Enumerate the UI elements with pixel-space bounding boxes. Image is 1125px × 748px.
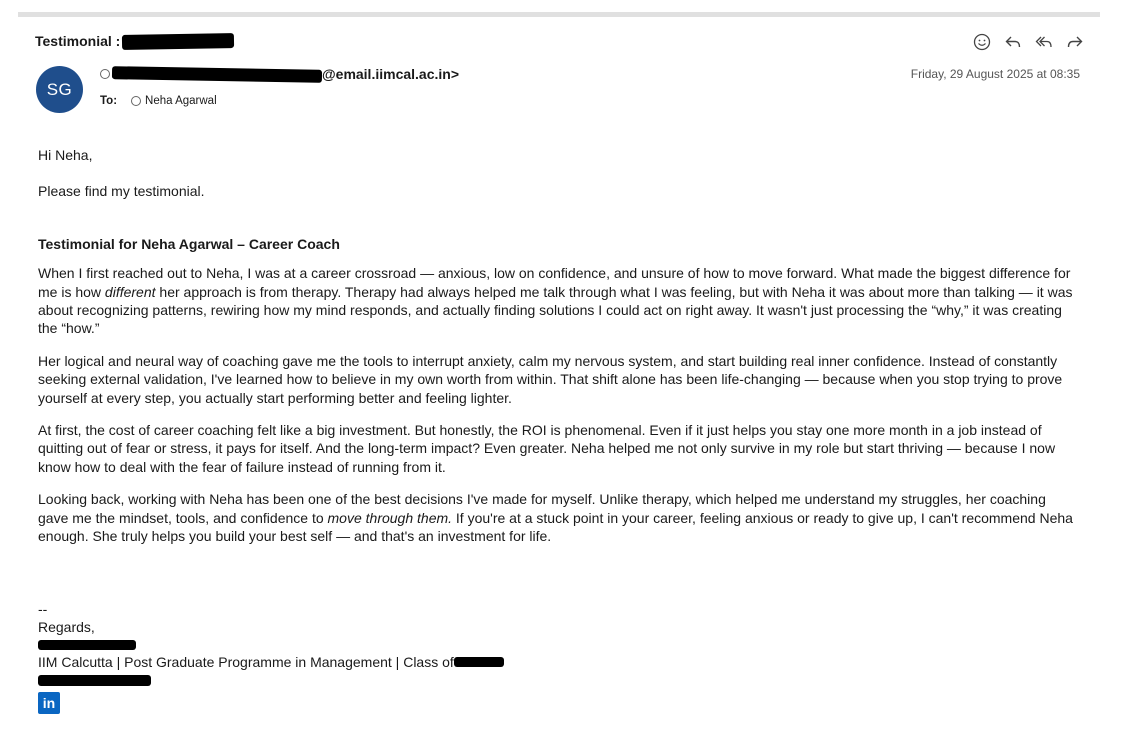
redaction-mark bbox=[112, 66, 322, 83]
to-label: To: bbox=[100, 95, 118, 107]
paragraph-3: At first, the cost of career coaching felt like a big investment. But honestly, the ROI is phenomenal. Even if it just helps you stay one more month in a job instead of quitting out of fear or stress, it pays for itself. And the long-term impact? Even greater. Neha helped me not only survive in my role but start thriving — because I now know how to deal with the fear of failure instead of running from it. bbox=[38, 422, 1056, 475]
emphasis-text: move through them. bbox=[327, 509, 453, 526]
forward-icon[interactable] bbox=[1063, 30, 1086, 53]
signature-regards: Regards, bbox=[38, 619, 95, 635]
signature bbox=[38, 600, 95, 636]
from-row bbox=[100, 66, 459, 82]
linkedin-icon[interactable]: in bbox=[38, 692, 60, 714]
redaction-mark bbox=[38, 640, 136, 650]
paragraph-text: When I first reached out to Neha, I was at a career crossroad — anxious, low on confidence, and unsure of how to move forward. What made the biggest difference for me is how bbox=[38, 265, 1071, 300]
reply-all-icon[interactable] bbox=[1032, 30, 1055, 53]
paragraph-text: Looking back, working with Neha has been one of the best decisions I've made for myself. Unlike therapy, which helped me understand my struggles, her coaching gave me the mindset, tools, and confidence to bbox=[38, 491, 1046, 526]
sender-avatar: SG bbox=[36, 66, 83, 113]
to-row bbox=[100, 95, 217, 107]
status-circle-icon bbox=[131, 96, 141, 106]
paragraph-2: Her logical and neural way of coaching gave me the tools to interrupt anxiety, calm my nervous system, and start building real inner confidence. Instead of constantly seeking external validation, I've learned how to believe in my own worth from within. That shift alone has been life-changing — because when you stop trying to prove yourself at every step, you actually start performing better and feeling lighter. bbox=[38, 352, 1063, 406]
recipient-name[interactable]: Neha Agarwal bbox=[145, 95, 217, 107]
greeting: Hi Neha, bbox=[38, 147, 93, 163]
subject-text: Testimonial : bbox=[35, 33, 121, 49]
email-body bbox=[38, 146, 1078, 560]
status-circle-icon bbox=[100, 69, 110, 79]
emphasis-text: different bbox=[104, 283, 156, 300]
testimonial-heading: Testimonial for Neha Agarwal – Career Coach bbox=[38, 235, 340, 252]
email-actions bbox=[970, 30, 1086, 53]
signature-program bbox=[38, 654, 504, 670]
sender-address[interactable]: @email.iimcal.ac.in> bbox=[322, 66, 459, 82]
paragraph-text: If you're at a stuck point in your career, feeling anxious or ready to give up, I can't recommend Neha enough. She truly helps you build your best self — and that's an investment for life. bbox=[38, 509, 1073, 545]
email-date: Friday, 29 August 2025 at 08:35 bbox=[910, 67, 1080, 81]
signature-dashes: -- bbox=[38, 601, 48, 617]
paragraph-1 bbox=[38, 264, 1078, 338]
email-subject bbox=[35, 33, 234, 49]
top-divider bbox=[18, 12, 1100, 17]
intro-line: Please find my testimonial. bbox=[38, 183, 205, 200]
paragraph-4 bbox=[38, 490, 1078, 545]
emoji-icon[interactable] bbox=[970, 30, 993, 53]
paragraph-text: her approach is from therapy. Therapy had always helped me talk through what I was feeling, but with Neha it was about more than talking — it was about recognizing patterns, rewiring how my mind responds, and actually finding solutions I could act on right away. It wasn't just processing the “why,” it was creating the “how.” bbox=[38, 283, 1073, 337]
reply-icon[interactable] bbox=[1001, 30, 1024, 53]
program-text: IIM Calcutta | Post Graduate Programme in Management | Class of bbox=[38, 654, 454, 670]
redaction-mark bbox=[122, 33, 234, 50]
redaction-mark bbox=[38, 675, 151, 686]
redaction-mark bbox=[454, 657, 504, 667]
